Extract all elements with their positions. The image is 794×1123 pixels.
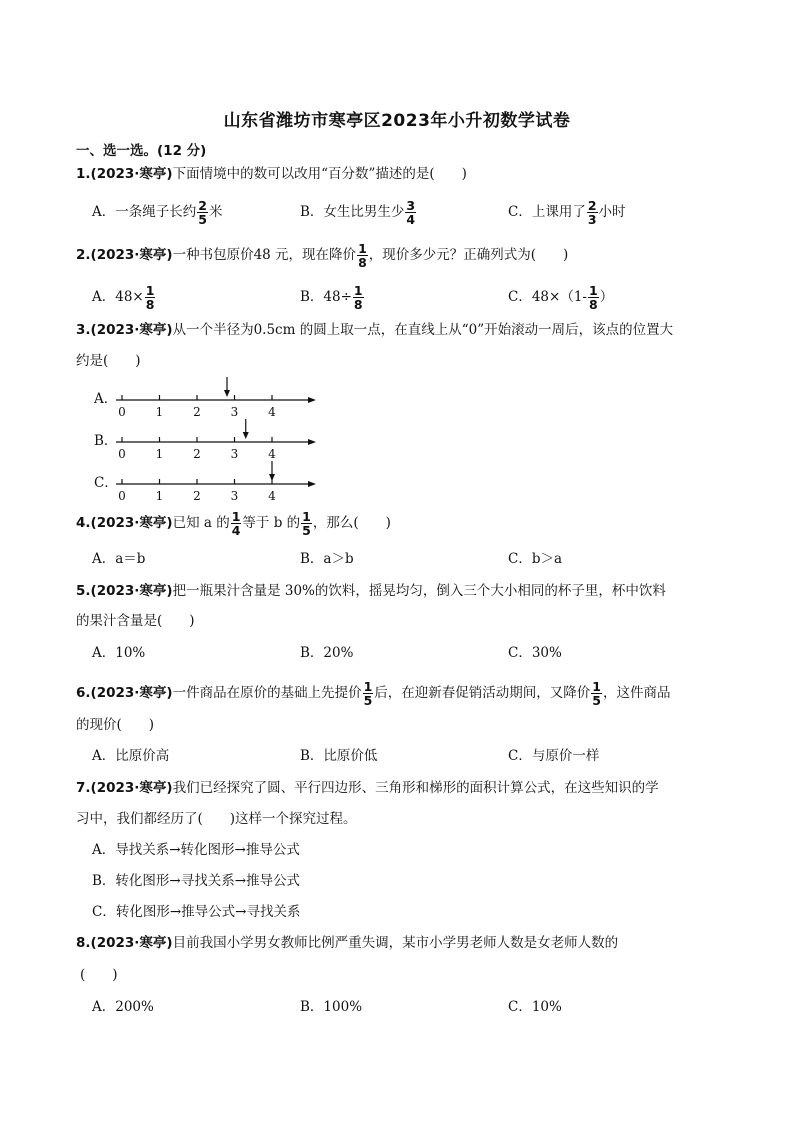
- fraction: $\frac{1}{8}$: [358, 241, 367, 270]
- fraction: $\frac{1}{5}$: [363, 679, 373, 708]
- q8-option-b[interactable]: B．100%: [300, 999, 363, 1015]
- q3-option-b-label[interactable]: B．: [94, 433, 118, 449]
- question-8-line-2: ( ): [80, 967, 118, 983]
- tick-label: 4: [268, 405, 276, 419]
- question-4: 4.(2023·寒亭)已知 a 的 $\frac{1}{4}$ 等于 b 的 $\frac{1}{5}$ ，那么( ): [76, 509, 391, 538]
- q5-option-c[interactable]: C．30%: [508, 645, 562, 661]
- q7-option-c[interactable]: C．转化图形→推导公式→寻找关系: [92, 904, 301, 920]
- tick-label: 2: [193, 447, 201, 461]
- q3-option-c-label[interactable]: C．: [94, 475, 118, 491]
- question-6: 6.(2023·寒亭)一件商品在原价的基础上先提价 $\frac{1}{5}$ 后，在迎新春促销活动期间，又降价 $\frac{1}{5}$ ，这件商品: [76, 679, 671, 708]
- q1-option-b[interactable]: B．女生比男生少 $\frac{3}{4}$: [300, 198, 416, 227]
- q4-option-c[interactable]: C．b＞a: [508, 551, 563, 567]
- axis-arrow-head: [308, 397, 316, 403]
- question-5: 5.(2023·寒亭)把一瓶果汁含量是 30%的饮料，摇晃均匀，倒入三个大小相同的杯子里，杯中饮料: [76, 583, 666, 599]
- tick-label: 3: [230, 405, 239, 419]
- q4-option-b[interactable]: B．a＞b: [300, 551, 354, 567]
- q1-option-a[interactable]: A．一条绳子长约 $\frac{2}{5}$ 米: [92, 198, 223, 227]
- tick-label: 0: [118, 447, 126, 461]
- tick-label: 1: [155, 489, 164, 503]
- tick-label: 3: [230, 489, 239, 503]
- position-arrow-head: [243, 432, 249, 439]
- fraction: $\frac{1}{8}$: [353, 283, 363, 312]
- tick-label: 1: [155, 405, 164, 419]
- question-1: 1.(2023·寒亭)下面情境中的数可以改用“百分数”描述的是( ): [76, 166, 467, 182]
- q5-option-b[interactable]: B．20%: [300, 645, 354, 661]
- fraction: $\frac{2}{5}$: [198, 198, 207, 227]
- tick-label: 0: [118, 405, 126, 419]
- axis-arrow-head: [308, 439, 316, 445]
- q7-option-b[interactable]: B．转化图形→寻找关系→推导公式: [92, 873, 301, 889]
- tick-label: 0: [118, 489, 126, 503]
- number-line-b: [92, 418, 332, 462]
- tick-label: 4: [268, 447, 276, 461]
- fraction: $\frac{1}{4}$: [231, 509, 241, 538]
- fraction: $\frac{2}{3}$: [587, 198, 597, 227]
- position-arrow-head: [269, 474, 275, 481]
- fraction: $\frac{3}{4}$: [406, 198, 416, 227]
- question-7-line-2: 习中，我们都经历了( )这样一个探究过程。: [76, 811, 357, 827]
- fraction: $\frac{1}{5}$: [592, 679, 601, 708]
- q6-option-a[interactable]: A．比原价高: [92, 748, 170, 764]
- q3-option-a-label[interactable]: A．: [94, 391, 118, 407]
- question-2: 2.(2023·寒亭)一种书包原价48 元，现在降价 $\frac{1}{8}$ ，现价多少元？正确列式为( ): [76, 241, 569, 270]
- fraction: $\frac{1}{5}$: [302, 509, 311, 538]
- q8-option-a[interactable]: A．200%: [92, 999, 154, 1015]
- q6-option-c[interactable]: C．与原价一样: [508, 748, 600, 764]
- q2-option-c[interactable]: C．48×（1- $\frac{1}{8}$ ）: [508, 283, 614, 312]
- q6-option-b[interactable]: B．比原价低: [300, 748, 378, 764]
- question-7: 7.(2023·寒亭)我们已经探究了圆、平行四边形、三角形和梯形的面积计算公式，在这些知识的学: [76, 780, 659, 796]
- page-title: 山东省潍坊市寒亭区2023年小升初数学试卷: [223, 111, 571, 131]
- fraction: $\frac{1}{8}$: [145, 283, 155, 312]
- question-3-line-2: 约是( ): [76, 353, 141, 369]
- section-heading-choice: 一、选一选。(12 分): [76, 143, 207, 159]
- q1-option-c[interactable]: C．上课用了 $\frac{2}{3}$ 小时: [508, 198, 626, 227]
- q7-option-a[interactable]: A．导找关系→转化图形→推导公式: [92, 842, 300, 858]
- tick-label: 2: [193, 489, 201, 503]
- tick-label: 1: [155, 447, 164, 461]
- number-line-a: [92, 376, 332, 420]
- tick-label: 4: [268, 489, 276, 503]
- number-line-c: [92, 460, 332, 504]
- q2-option-b[interactable]: B．48÷ $\frac{1}{8}$: [300, 283, 363, 312]
- fraction: $\frac{1}{8}$: [588, 283, 598, 312]
- question-3: 3.(2023·寒亭)从一个半径为0.5cm 的圆上取一点，在直线上从“0”开始滚动一周后，该点的位置大: [76, 322, 674, 338]
- q2-option-a[interactable]: A．48× $\frac{1}{8}$: [92, 283, 155, 312]
- q5-option-a[interactable]: A．10%: [92, 645, 146, 661]
- q8-option-c[interactable]: C．10%: [508, 999, 562, 1015]
- question-5-line-2: 的果汁含量是( ): [76, 613, 195, 629]
- tick-label: 2: [193, 405, 201, 419]
- question-8: 8.(2023·寒亭)目前我国小学男女教师比例严重失调，某市小学男老师人数是女老师人数的: [76, 935, 619, 951]
- position-arrow-head: [224, 390, 230, 397]
- tick-label: 3: [230, 447, 239, 461]
- question-6-line-2: 的现价( ): [76, 717, 155, 733]
- q4-option-a[interactable]: A．a＝b: [92, 551, 146, 567]
- axis-arrow-head: [308, 481, 316, 487]
